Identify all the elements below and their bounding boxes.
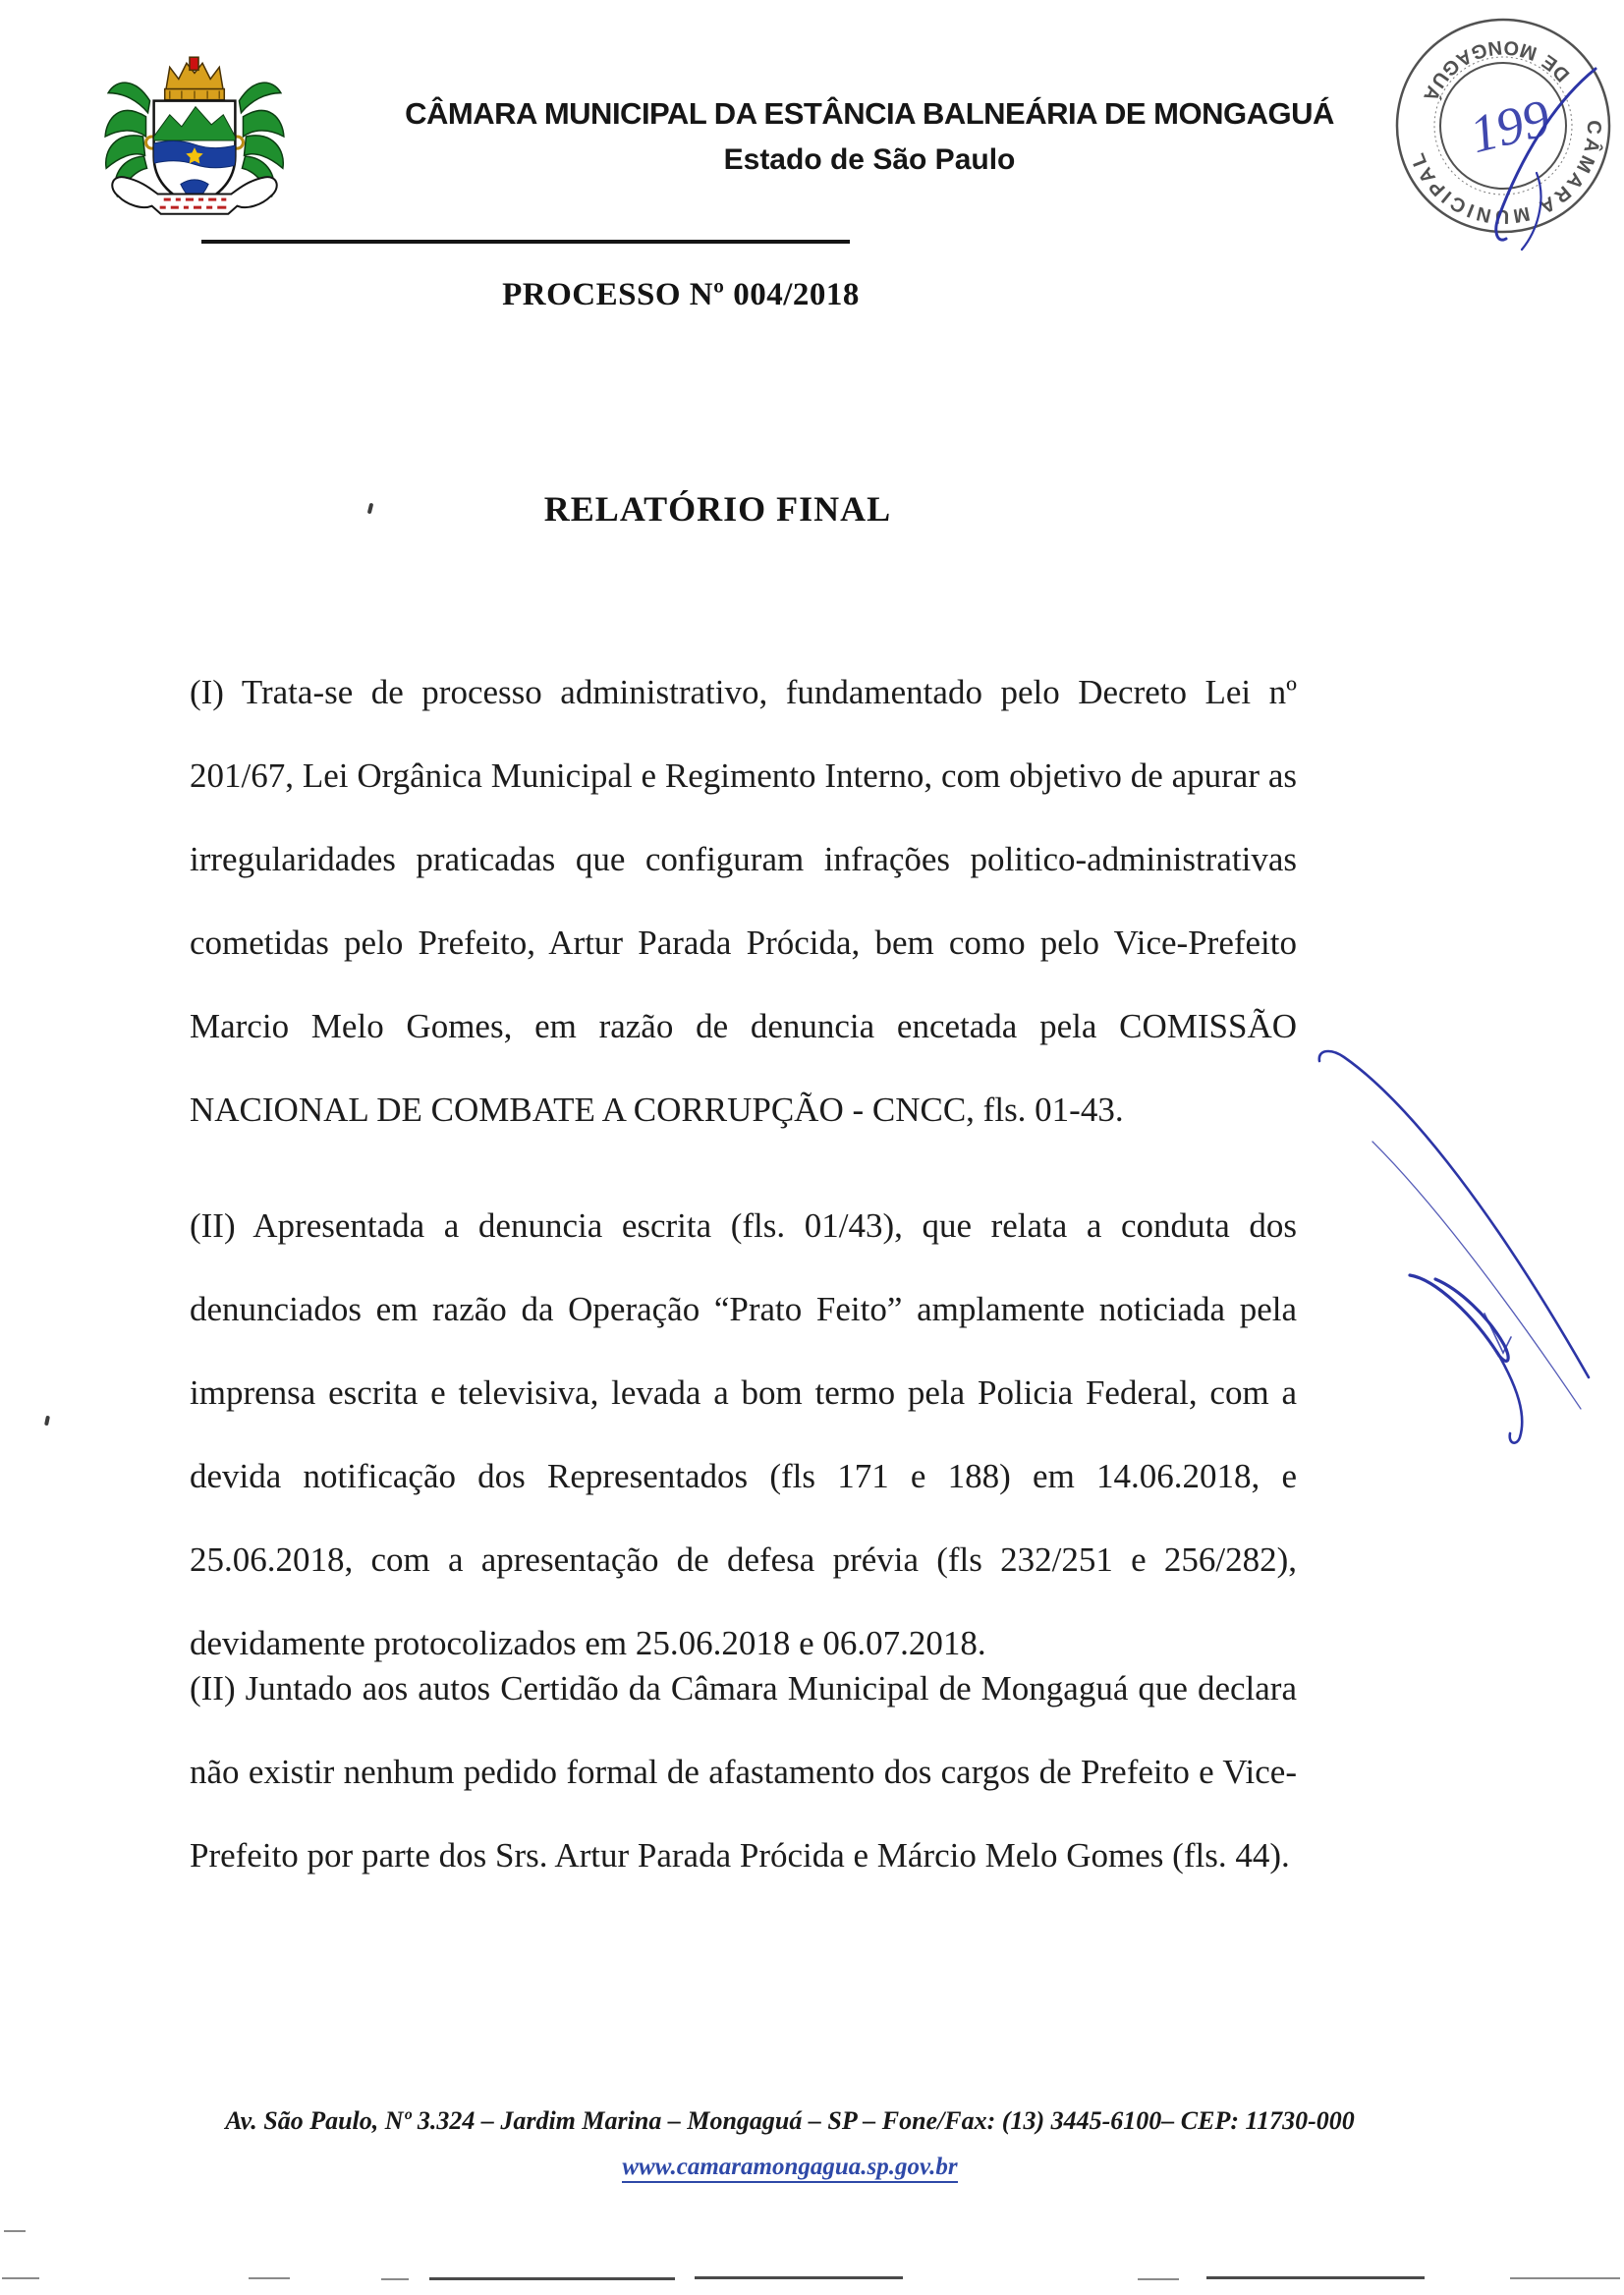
process-title: PROCESSO Nº 004/2018: [502, 277, 860, 312]
paragraph-1: (I) Trata-se de processo administrativo, fundamentado pelo Decreto Lei nº 201/67, Lei Orgânica Municipal e Regimento Interno, com objetivo de apurar as irregularidades praticadas que configuram infrações politico-administrativas cometidas pelo Prefeito, Artur Parada Prócida, bem como pelo Vice-Prefeito Marcio Melo Gomes, em razão de denuncia encetada pela COMISSÃO NACIONAL DE COMBATE A CORRUPÇÃO - CNCC, fls. 01-43.: [190, 673, 1297, 1129]
stamp-ring-text-1: CÂMARA MUNICIPAL: [1406, 119, 1605, 228]
state-line: Estado de São Paulo: [723, 143, 1016, 176]
paragraph-2: (II) Apresentada a denuncia escrita (fls. 01/43), que relata a conduta dos denunciados em razão da Operação “Prato Feito” amplamente noticiada pela imprensa escrita e televisiva, levada a bom termo pela Policia Federal, com a devida notificação dos Representados (fls 171 e 188) em 14.06.2018, e 25.06.2018, com a apresentação de defesa prévia (fls 232/251 e 256/282), devidamente protocolizados em 25.06.2018 e 06.07.2018.: [190, 1206, 1297, 1662]
org-name: CÂMARA MUNICIPAL DA ESTÂNCIA BALNEÁRIA DE MONGAGUÁ: [405, 96, 1334, 131]
margin-signature: [1262, 1022, 1624, 1444]
coat-of-arms-icon: [90, 39, 299, 238]
header-divider: [201, 240, 850, 244]
handwritten-page-number: 199: [1464, 87, 1556, 165]
stamp-ring-text-2: DE MONGAGUÁ: [1417, 35, 1575, 107]
svg-text:DE MONGAGUÁ: [1409, 24, 1576, 111]
report-title: RELATÓRIO FINAL: [543, 489, 892, 529]
footer-address: Av. São Paulo, Nº 3.324 – Jardim Marina – Mongaguá – SP – Fone/Fax: (13) 3445-6100– CEP: 11730-000: [225, 2106, 1355, 2135]
footer-site-row: [24, 2154, 1556, 2181]
stray-mark: [44, 1416, 50, 1427]
paragraph-3: (II) Juntado aos autos Certidão da Câmara Municipal de Mongaguá que declara não existir nenhum pedido formal de afastamento dos cargos de Prefeito e Vice-Prefeito por parte dos Srs. Artur Parada Prócida e Márcio Melo Gomes (fls. 44).: [190, 1669, 1297, 1875]
footer-website-link[interactable]: www.camaramongagua.sp.gov.br: [622, 2154, 957, 2183]
round-stamp: [1387, 8, 1619, 255]
